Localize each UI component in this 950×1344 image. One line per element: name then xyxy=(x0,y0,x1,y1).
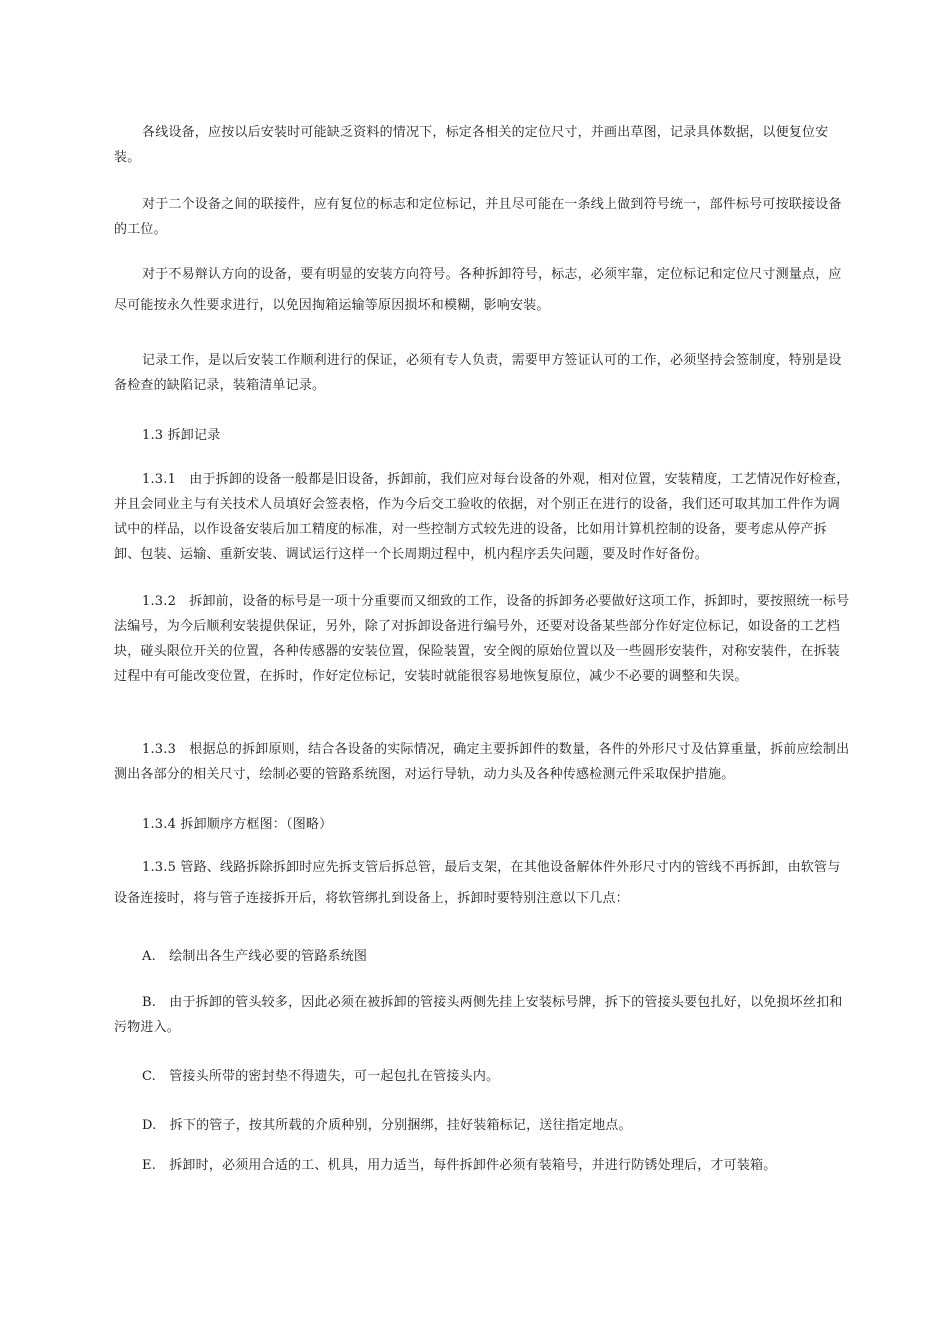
list-item-d: D. 拆下的管子，按其所载的介质种别，分别捆绑，挂好装箱标记，送往指定地点。 xyxy=(142,1118,632,1133)
list-item-e: E. 拆卸时，必须用合适的工、机具，用力适当，每件拆卸件必须有装箱号，并进行防锈处理后，才可装箱。 xyxy=(142,1158,777,1173)
paragraph-1-3-4: 1.3.4 拆卸顺序方框图：（图略） xyxy=(142,817,333,832)
paragraph-1-3-3: 1.3.3 根据总的拆卸原则，结合各设备的实际情况，确定主要拆卸件的数量，各件的外形尺寸及估算重量，拆前应绘制出测出各部分的相关尺寸，绘制必要的管路系统图，对运行导轨，动力头及各种传感检测元件采取保护措施。 xyxy=(114,742,850,782)
paragraph-1-3-5: 1.3.5 管路、线路拆除拆卸时应先拆支管后拆总管，最后支架，在其他设备解体件外形尺寸内的管线不再拆卸，由软管与设备连接时，将与管子连接拆开后，将软管绑扎到设备上，拆卸时要特别注意以下几点： xyxy=(114,860,841,906)
paragraph-record-work: 记录工作，是以后安装工作顺利进行的保证，必须有专人负责，需要甲方签证认可的工作，必须坚持会签制度，特别是设备检查的缺陷记录，装箱清单记录。 xyxy=(114,353,842,393)
list-item-c: C. 管接头所带的密封垫不得遗失，可一起包扎在管接头内。 xyxy=(142,1069,500,1084)
paragraph-direction-symbol: 对于不易辩认方向的设备，要有明显的安装方向符号。各种拆卸符号，标志，必须牢靠，定位标记和定位尺寸测量点，应尽可能按永久性要求进行，以免因掏箱运输等原因损坏和模糊，影响安装。 xyxy=(114,267,842,313)
paragraph-connector-marking: 对于二个设备之间的联接件，应有复位的标志和定位标记，并且尽可能在一条线上做到符号统一，部件标号可按联接设备的工位。 xyxy=(114,197,842,237)
paragraph-1-3-1: 1.3.1 由于拆卸的设备一般都是旧设备，拆卸前，我们应对每台设备的外观，相对位置，安装精度，工艺情况作好检查，并且会同业主与有关技术人员填好会签表格，作为今后交工验收的依据，对个别正在进行的设备，我们还可取其加工件作为调试中的样品，以作设备安装后加工精度的标准，对一些控制方式较先进的设备，比如用计算机控制的设备，要考虑从停产拆卸、包装、运输、重新安装、调试运行这样一个长周期过程中，机内程序丢失问题，要及时作好备份。 xyxy=(114,472,850,562)
paragraph-relocation-marking: 各线设备，应按以后安装时可能缺乏资料的情况下，标定各相关的定位尺寸，并画出草图，记录具体数据，以便复位安装。 xyxy=(114,125,829,165)
list-item-b: B. 由于拆卸的管头较多，因此必须在被拆卸的管接头两侧先挂上安装标号牌，拆下的管接头要包扎好，以免损坏丝扣和污物进入。 xyxy=(114,995,843,1035)
paragraph-1-3-2: 1.3.2 拆卸前，设备的标号是一项十分重要而又细致的工作，设备的拆卸务必要做好这项工作，拆卸时，要按照统一标号法编号，为今后顺利安装提供保证，另外，除了对拆卸设备进行编号外，还要对设备某些部分作好定位标记，如设备的工艺档块，碰头限位开关的位置，各种传感器的安装位置，保险装置，安全阀的原始位置以及一些圆形安装件，对称安装件，在拆装过程中有可能改变位置，在拆时，作好定位标记，安装时就能很容易地恢复原位，减少不必要的调整和失误。 xyxy=(114,594,850,684)
section-heading-1-3: 1.3 拆卸记录 xyxy=(142,428,221,443)
list-item-a: A. 绘制出各生产线必要的管路系统图 xyxy=(142,949,368,964)
